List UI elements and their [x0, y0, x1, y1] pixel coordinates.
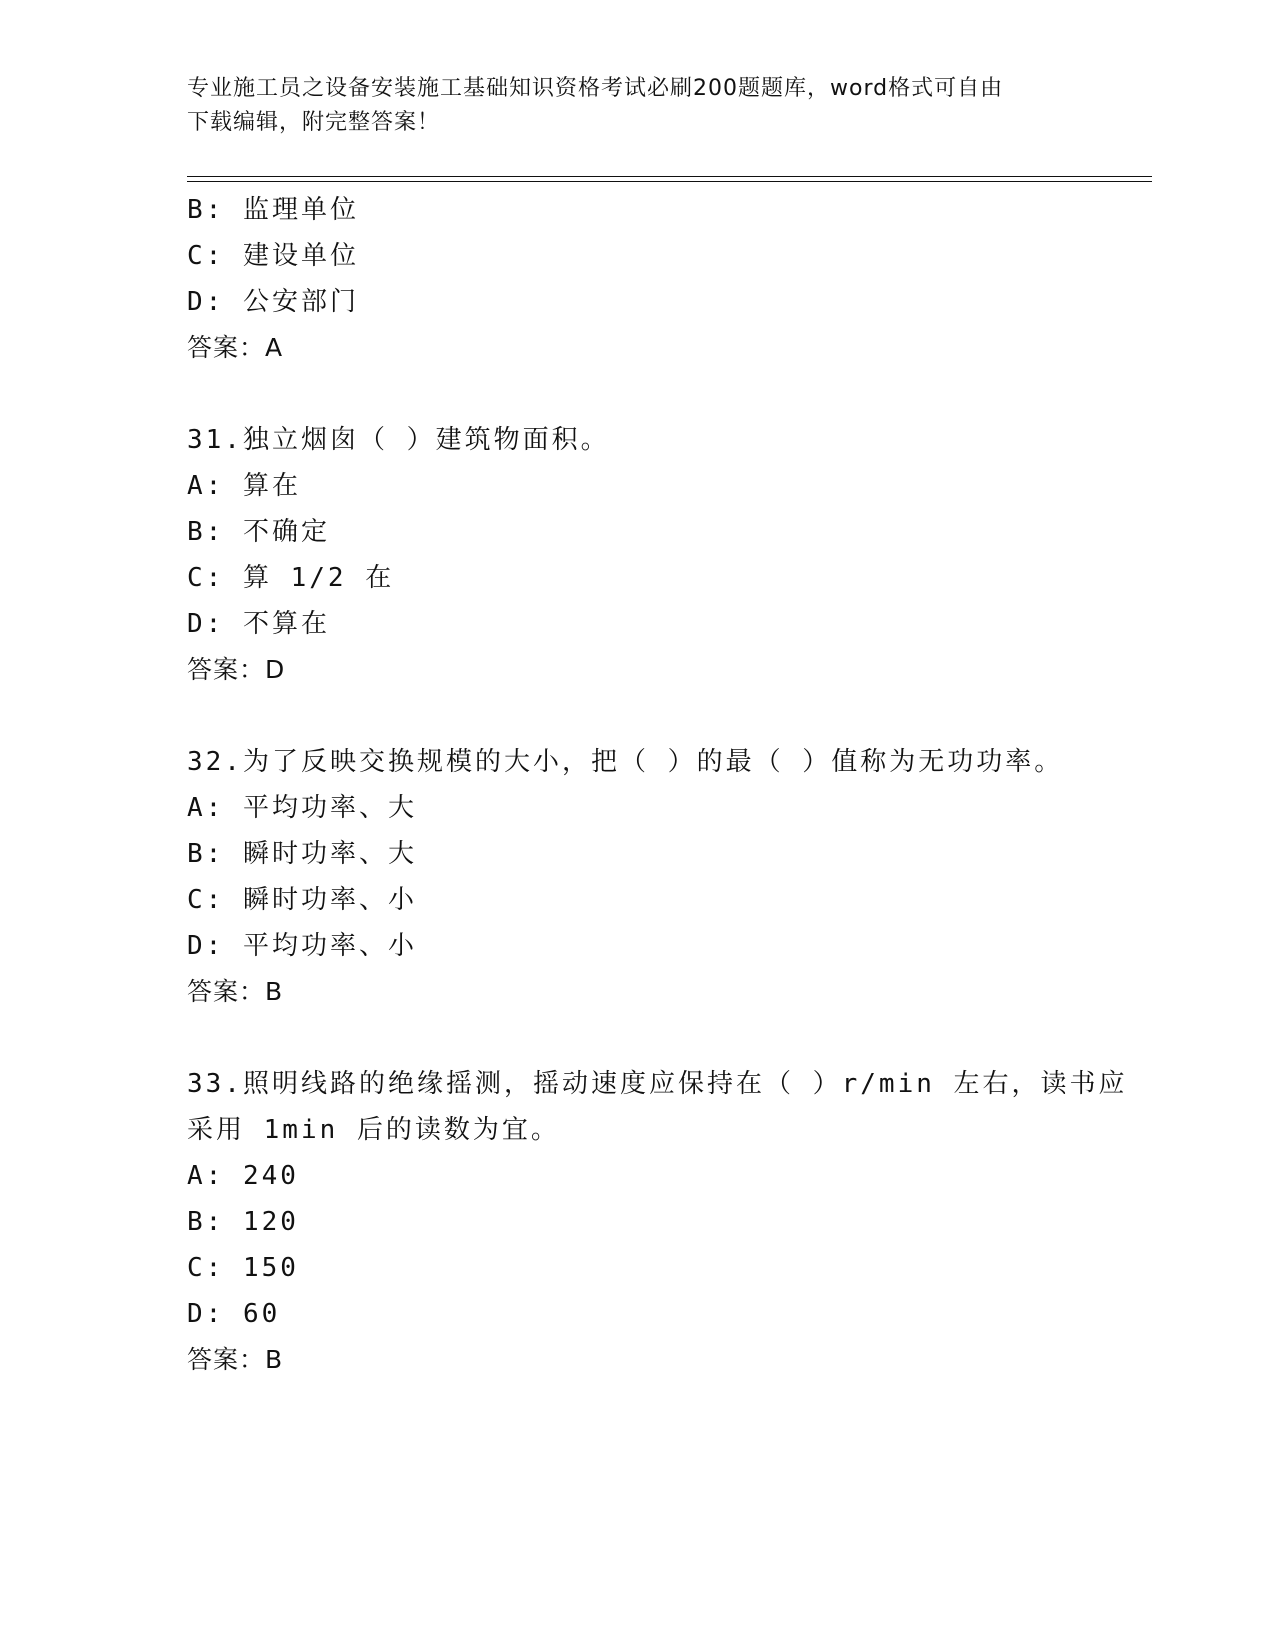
option-b: B: 监理单位: [187, 195, 359, 225]
question-block-32: [187, 739, 1127, 1015]
question-spacer: [187, 693, 1127, 739]
question-text: 32.为了反映交换规模的大小，把（ ）的最（ ）值称为无功功率。: [187, 747, 1064, 777]
question-text-line-1: 33.照明线路的绝缘摇测，摇动速度应保持在（ ）r/min 左右，读书应: [187, 1069, 1128, 1099]
option-b: B: 120: [187, 1207, 299, 1237]
header-title-line-1: 专业施工员之设备安装施工基础知识资格考试必刷200题题库，word格式可自由: [187, 76, 1004, 101]
question-block-31: [187, 417, 1127, 693]
option-a: A: 240: [187, 1161, 299, 1191]
question-list: [187, 187, 1127, 1383]
option-c: C: 算 1/2 在: [187, 563, 395, 593]
question-block-30: [187, 187, 1127, 371]
option-b: B: 瞬时功率、大: [187, 839, 417, 869]
answer-line: 答案：D: [187, 655, 286, 684]
document-header: [187, 72, 1067, 140]
option-b: B: 不确定: [187, 517, 330, 547]
answer-line: 答案：B: [187, 977, 284, 1006]
option-c: C: 瞬时功率、小: [187, 885, 417, 915]
answer-line: 答案：A: [187, 333, 284, 362]
question-spacer: [187, 371, 1127, 417]
option-d: D: 平均功率、小: [187, 931, 417, 961]
option-c: C: 150: [187, 1253, 299, 1283]
question-spacer: [187, 1015, 1127, 1061]
option-d: D: 60: [187, 1299, 281, 1329]
option-d: D: 公安部门: [187, 287, 359, 317]
header-divider-bottom: [187, 181, 1152, 182]
header-divider-top: [187, 176, 1152, 177]
question-text-line-2: 采用 1min 后的读数为宜。: [187, 1115, 560, 1145]
question-text: 31.独立烟囱（ ）建筑物面积。: [187, 425, 610, 455]
answer-line: 答案：B: [187, 1345, 284, 1374]
option-c: C: 建设单位: [187, 241, 359, 271]
header-title-line-2: 下载编辑，附完整答案！: [187, 110, 441, 135]
question-block-33: [187, 1061, 1127, 1383]
option-a: A: 算在: [187, 471, 301, 501]
option-a: A: 平均功率、大: [187, 793, 417, 823]
option-d: D: 不算在: [187, 609, 330, 639]
